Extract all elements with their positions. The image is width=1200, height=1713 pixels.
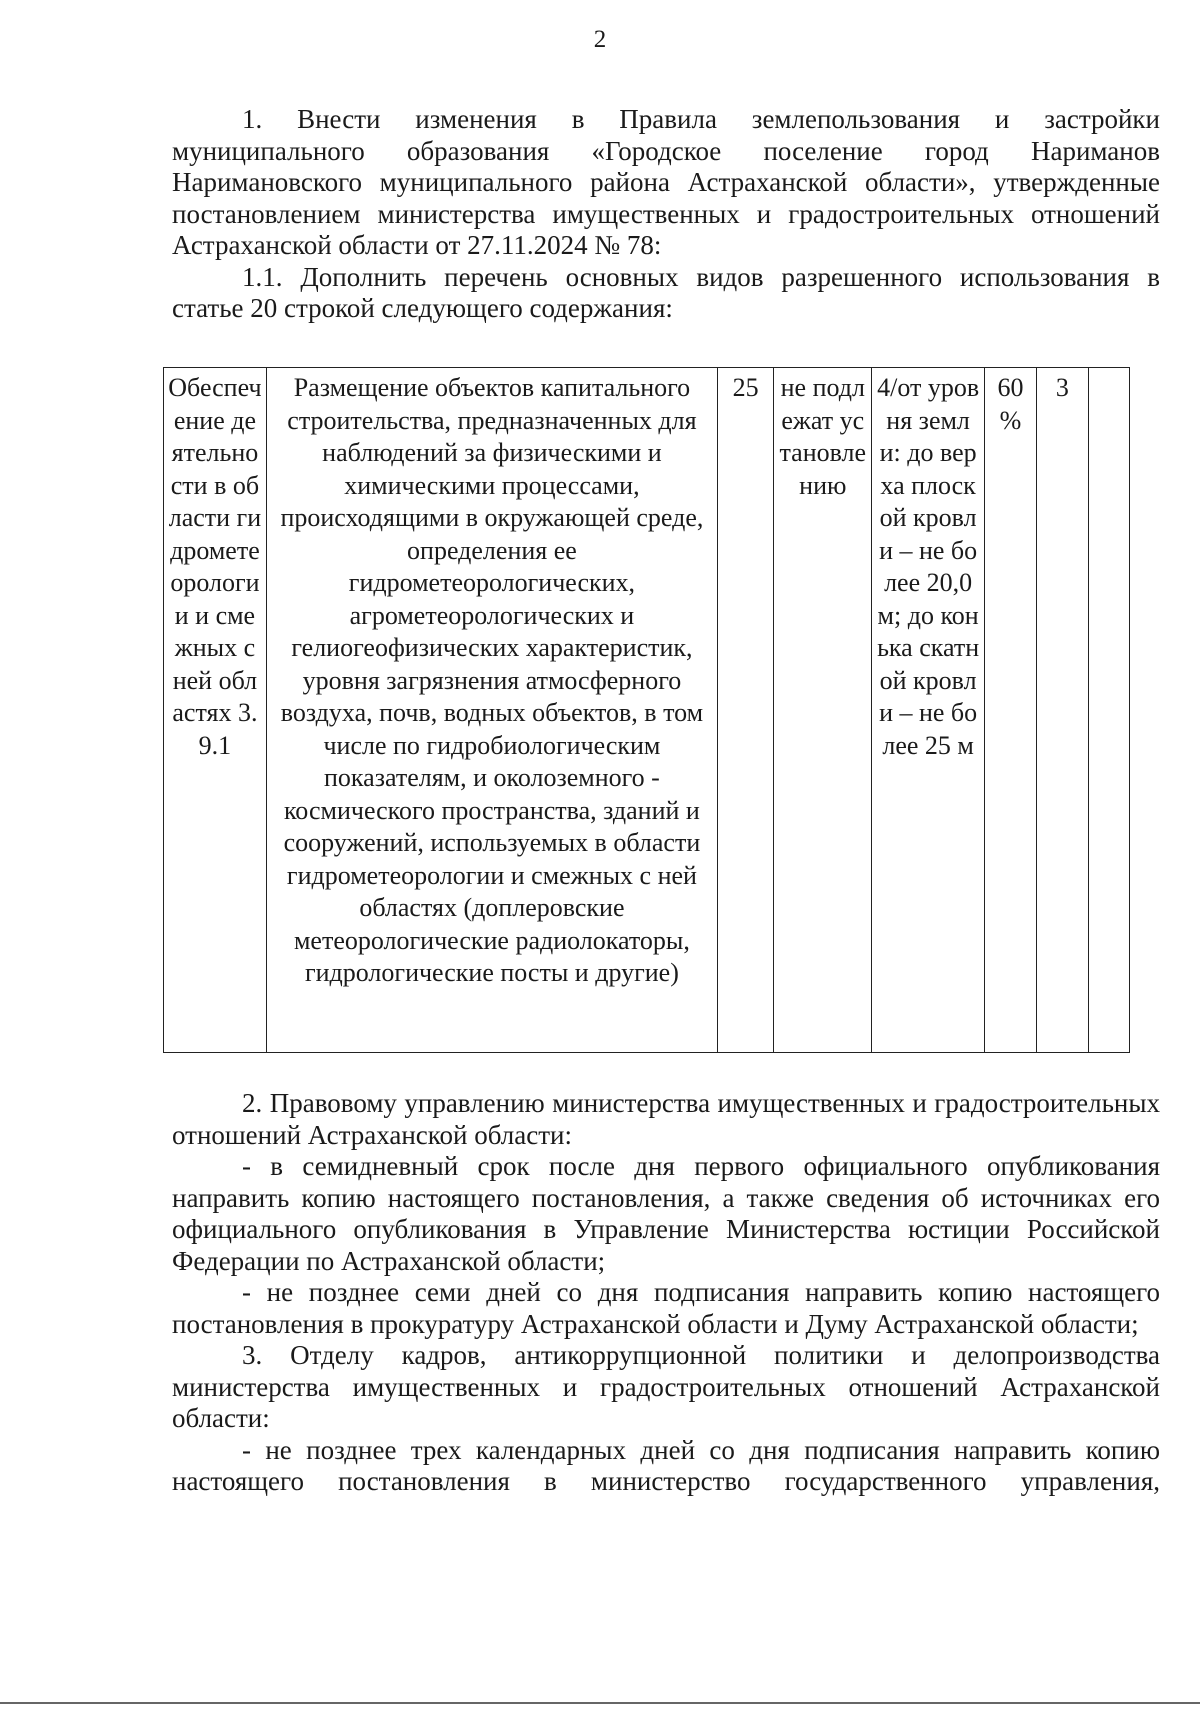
table-cell-value-2: не подлежат установлению <box>774 368 872 1053</box>
paragraph-2-item-1: - в семидневный срок после дня первого официального опубликования направить копию настоящего постановления, а также сведения об источниках его официального опубликования в Управление Министерства юстиции Российской Федерации по Астраханской области; <box>172 1151 1160 1276</box>
page-bottom-rule <box>0 1702 1200 1704</box>
table-cell-empty <box>1088 368 1129 1053</box>
paragraph-1: 1. Внести изменения в Правила землепользования и застройки муниципального образования «Городское поселение город Нариманов Наримановского муниципального района Астраханской области», утвержденные постановлением министерства имущественных и градостроительных отношений Астраханской области от 27.11.2024 № 78: <box>172 104 1160 260</box>
paragraph-2-item-2: - не позднее семи дней со дня подписания направить копию настоящего постановления в прокуратуру Астраханской области и Думу Астраханской области; <box>172 1277 1160 1339</box>
table-cell-coverage: 60 % <box>984 368 1036 1053</box>
paragraph-2: 2. Правовому управлению министерства имущественных и градостроительных отношений Астраханской области: <box>172 1088 1160 1150</box>
table-cell-use-type: Обеспечение деятельности в области гидрометеорологии и смежных с ней областях 3.9.1 <box>164 368 267 1053</box>
land-use-table <box>163 367 1130 1053</box>
paragraph-1-1: 1.1. Дополнить перечень основных видов разрешенного использования в статье 20 строкой следующего содержания: <box>172 261 1160 323</box>
sections-text <box>172 1088 1160 1498</box>
table-row <box>164 368 1130 1053</box>
intro-text <box>172 104 1160 325</box>
table-cell-value-3: 3 <box>1037 368 1089 1053</box>
page-number: 2 <box>593 26 607 53</box>
table-cell-height-limits: 4/от уровня земли: до верха плоской кровли – не более 20,0 м; до конька скатной кровли – не более 25 м <box>872 368 984 1053</box>
paragraph-3: 3. Отделу кадров, антикоррупционной политики и делопроизводства министерства имущественных и градостроительных отношений Астраханской области: <box>172 1340 1160 1433</box>
table-cell-description: Размещение объектов капитального строительства, предназначенных для наблюдений за физическими и химическими процессами, происходящими в окружающей среде, определения ее гидрометеорологических, агрометеорологических и гелиогеофизических характеристик, уровня загрязнения атмосферного воздуха, почв, водных объектов, в том числе по гидробиологическим показателям, и околоземного - космического пространства, зданий и сооружений, используемых в области гидрометеорологии и смежных с ней областях (доплеровские метеорологические радиолокаторы, гидрологические посты и другие) <box>266 368 717 1053</box>
table-cell-value-1: 25 <box>718 368 774 1053</box>
paragraph-3-item-1: - не позднее трех календарных дней со дня подписания направить копию настоящего постановления в министерство государственного управления, <box>172 1434 1160 1496</box>
